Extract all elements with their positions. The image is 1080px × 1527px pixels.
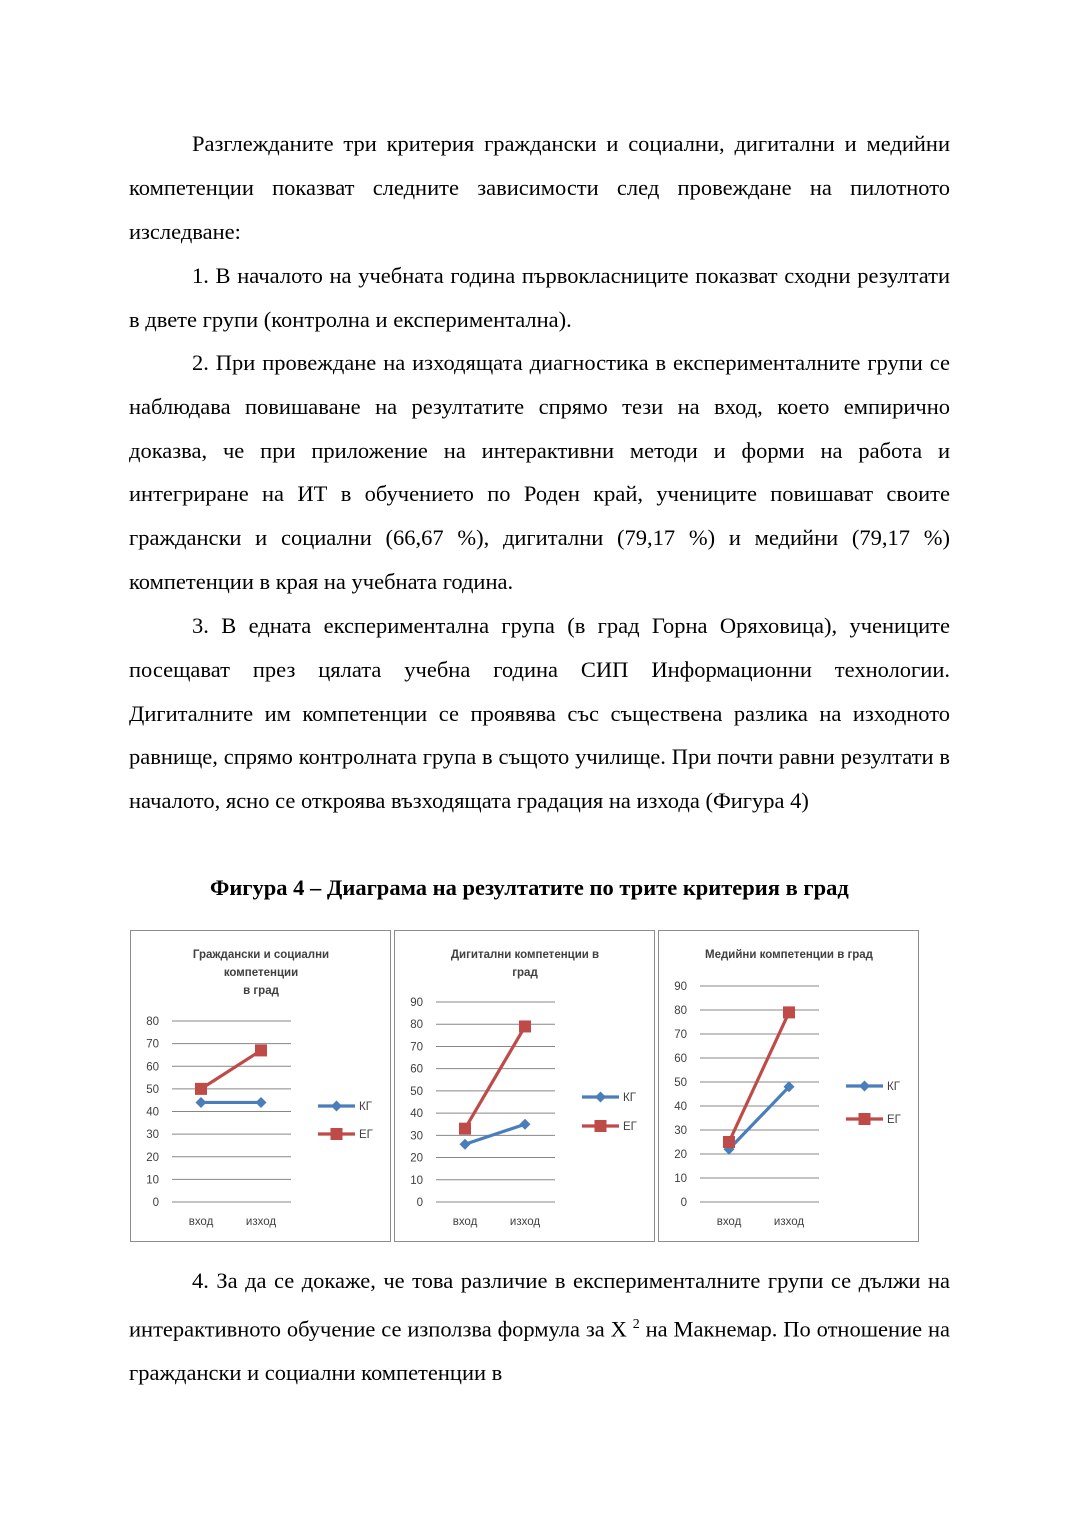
data-point-eg (195, 1083, 207, 1095)
y-tick-label: 0 (680, 1197, 687, 1209)
figure-caption: Фигура 4 – Диаграма на резултатите по трите критерия в град (210, 875, 849, 900)
data-point-eg (255, 1044, 267, 1056)
paragraph-point-4 (129, 1259, 950, 1395)
chart-title: компетенции (223, 967, 299, 979)
y-tick-label: 50 (674, 1077, 687, 1089)
legend-marker (859, 1113, 871, 1125)
chart-svg (659, 931, 918, 1241)
paragraph-point-1: 1. В началото на учебната година първокласниците показват сходни резултати в двете групи (контролна и експериментална). (129, 263, 950, 332)
y-tick-label: 0 (152, 1197, 159, 1209)
y-tick-label: 60 (146, 1061, 159, 1074)
series-line-eg (729, 1012, 789, 1142)
y-tick-label: 70 (674, 1029, 687, 1041)
y-tick-label: 10 (146, 1174, 159, 1187)
paragraph-point-4-text-end: на Макнемар. По отношение на граждански и социални компетенции в (129, 1316, 950, 1386)
superscript-two: 2 (632, 1316, 640, 1332)
y-tick-label: 80 (146, 1016, 159, 1028)
data-point-kg (196, 1097, 207, 1108)
chart-title: град (512, 967, 538, 979)
paragraph-point-2: 2. При провеждане на изходящата диагностика в експерименталните групи се наблюдава повишаване на резултатите спрямо тези на вход, което емпирично доказва, че при приложение на интерактивни методи и форми на работа и интегриране на ИТ в обучението по Роден край, учениците повишават своите граждански и социални (66,67 %), дигитални (79,17 %) и медийни (79,17 %) компетенции в края на учебната година. (129, 350, 950, 594)
y-tick-label: 70 (410, 1041, 423, 1054)
chart-svg (131, 931, 390, 1241)
y-tick-label: 30 (410, 1130, 423, 1143)
y-tick-label: 50 (410, 1085, 423, 1098)
y-tick-label: 10 (410, 1174, 423, 1187)
y-tick-label: 60 (674, 1053, 687, 1065)
paragraph-point-4-text: 4. За да се докаже, че това различие в експерименталните групи се дължи на интерактивното обучение се използва формула за Х (129, 1268, 950, 1342)
chart-title: Граждански и социални (192, 949, 330, 961)
y-tick-label: 80 (674, 1005, 687, 1017)
y-tick-label: 60 (410, 1063, 423, 1076)
data-point-kg (256, 1097, 267, 1108)
series-line-kg (729, 1087, 789, 1149)
x-tick-label: вход (716, 1216, 742, 1228)
legend-label: КГ (359, 1101, 372, 1113)
data-point-eg (723, 1136, 735, 1148)
data-point-kg (460, 1139, 471, 1150)
series-line-kg (465, 1124, 525, 1144)
data-point-eg (459, 1123, 471, 1135)
legend-label: КГ (623, 1092, 636, 1104)
data-point-eg (783, 1006, 795, 1018)
legend-marker (331, 1128, 343, 1140)
y-tick-label: 20 (410, 1152, 423, 1165)
legend-marker (331, 1101, 342, 1112)
y-tick-label: 20 (674, 1149, 687, 1161)
y-tick-label: 30 (674, 1125, 687, 1137)
y-tick-label: 40 (674, 1101, 687, 1113)
y-tick-label: 30 (146, 1129, 159, 1142)
legend-marker (595, 1120, 607, 1132)
x-tick-label: изход (509, 1216, 541, 1228)
legend-label: ЕГ (623, 1121, 637, 1133)
y-tick-label: 20 (146, 1151, 159, 1164)
series-line-eg (201, 1050, 261, 1088)
chart-title: Дигитални компетенции в (450, 949, 600, 961)
y-tick-label: 0 (416, 1197, 423, 1209)
data-point-kg (520, 1119, 531, 1130)
y-tick-label: 90 (674, 981, 687, 993)
chart-digital (394, 930, 655, 1242)
chart-svg (395, 931, 654, 1241)
y-tick-label: 10 (674, 1173, 687, 1185)
legend-label: ЕГ (359, 1129, 373, 1141)
x-tick-label: вход (188, 1216, 214, 1228)
y-tick-label: 90 (410, 997, 423, 1009)
y-tick-label: 50 (146, 1083, 159, 1096)
paragraph-point-3: 3. В едната експериментална група (в град Горна Оряховица), учениците посещават през цялата учебна година СИП Информационни технологии. Дигиталните им компетенции се проявява със съществена разлика на изходното равнище, спрямо контролната група в същото училище. При почти равни резултати в началото, ясно се откроява възходящата градация на изхода (Фигура 4) (129, 613, 950, 814)
chart-title: Медийни компетенции в град (705, 949, 873, 961)
chart-title: в град (243, 985, 279, 997)
x-tick-label: вход (452, 1216, 478, 1228)
legend-label: ЕГ (887, 1114, 901, 1126)
y-tick-label: 40 (410, 1108, 423, 1121)
legend-marker (595, 1092, 606, 1103)
legend-label: КГ (887, 1081, 900, 1093)
x-tick-label: изход (773, 1216, 805, 1228)
y-tick-label: 80 (410, 1019, 423, 1032)
paragraph-intro: Разглежданите три критерия граждански и социални, дигитални и медийни компетенции показват следните зависимости след провеждане на пилотното изследване: (129, 131, 950, 244)
legend-marker (859, 1081, 870, 1092)
x-tick-label: изход (245, 1216, 277, 1228)
chart-media (658, 930, 919, 1242)
y-tick-label: 70 (146, 1038, 159, 1051)
data-point-eg (519, 1020, 531, 1032)
chart-civic-social (130, 930, 391, 1242)
y-tick-label: 40 (146, 1106, 159, 1119)
